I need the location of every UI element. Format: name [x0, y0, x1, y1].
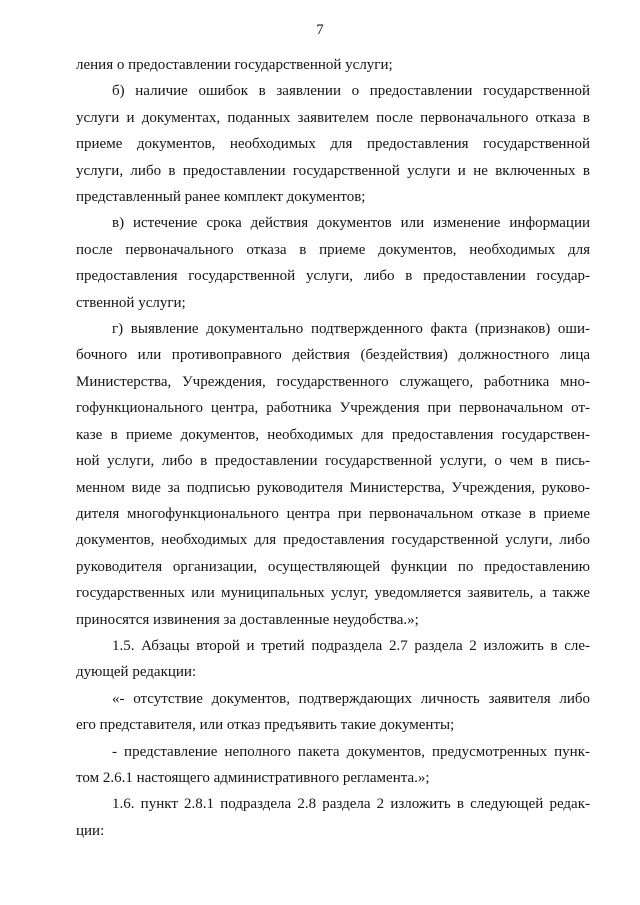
text-line: приеме документов, необходимых для предоставления государственной: [76, 136, 590, 153]
text-line: менном виде за подписью руководителя Министерства, Учреждения, руково-: [76, 479, 590, 496]
text-line: предоставления государственной услуги, либо в предоставлении государ-: [76, 268, 590, 285]
paragraph: [76, 52, 590, 78]
text-line: 1.6. пункт 2.8.1 подраздела 2.8 раздела 2 изложить в следующей редак-: [112, 796, 590, 813]
text-line: услуги, либо в предоставлении государственной услуги и не включенных в: [76, 162, 590, 179]
text-line: «- отсутствие документов, подтверждающих личность заявителя либо: [112, 690, 590, 707]
text-line: дителя многофункционального центра при первоначальном отказе в приеме: [76, 505, 590, 522]
text-line: документов, необходимых для предоставления государственной услуги, либо: [76, 532, 590, 549]
paragraph: [76, 686, 590, 739]
text-line: дующей редакции:: [76, 664, 197, 681]
text-line: его представителя, или отказ предъявить такие документы;: [76, 717, 455, 734]
text-line: казе в приеме документов, необходимых для предоставления государствен-: [76, 426, 590, 443]
text-line: в) истечение срока действия документов или изменение информации: [112, 215, 590, 232]
text-line: - представление неполного пакета документов, предусмотренных пунк-: [112, 743, 590, 760]
paragraph: [76, 316, 590, 633]
text-line: государственных или муниципальных услуг, уведомляется заявитель, а также: [76, 585, 590, 602]
text-line: ции:: [76, 822, 105, 839]
paragraph: [76, 78, 590, 210]
text-line: гофункционального центра, работника Учреждения при первоначальном от-: [76, 400, 590, 417]
text-line: том 2.6.1 настоящего административного регламента.»;: [76, 769, 430, 786]
text-line: б) наличие ошибок в заявлении о предоставлении государственной: [112, 83, 590, 100]
text-line: ственной услуги;: [76, 294, 186, 311]
text-line: услуги и документах, поданных заявителем после первоначального отказа в: [76, 109, 590, 126]
text-line: ления о предоставлении государственной услуги;: [76, 57, 393, 73]
text-line: г) выявление документально подтвержденного факта (признаков) оши-: [112, 321, 590, 338]
paragraph: [76, 739, 590, 792]
paragraph: [76, 791, 590, 844]
document-body: [76, 52, 590, 844]
paragraph: [76, 633, 590, 686]
text-line: 1.5. Абзацы второй и третий подраздела 2.7 раздела 2 изложить в сле-: [112, 637, 590, 654]
page-number: 7: [316, 22, 324, 38]
text-line: представленный ранее комплект документов;: [76, 189, 366, 206]
text-line: после первоначального отказа в приеме документов, необходимых для: [76, 241, 590, 258]
text-line: руководителя организации, осуществляющей функции по предоставлению: [76, 558, 590, 575]
paragraph: [76, 210, 590, 316]
text-line: Министерства, Учреждения, государственного служащего, работника мно-: [76, 373, 590, 390]
text-line: ной услуги, либо в предоставлении государственной услуги, о чем в пись-: [76, 453, 590, 470]
text-line: бочного или противоправного действия (бездействия) должностного лица: [76, 347, 590, 364]
text-line: приносятся извинения за доставленные неудобства.»;: [76, 611, 419, 628]
